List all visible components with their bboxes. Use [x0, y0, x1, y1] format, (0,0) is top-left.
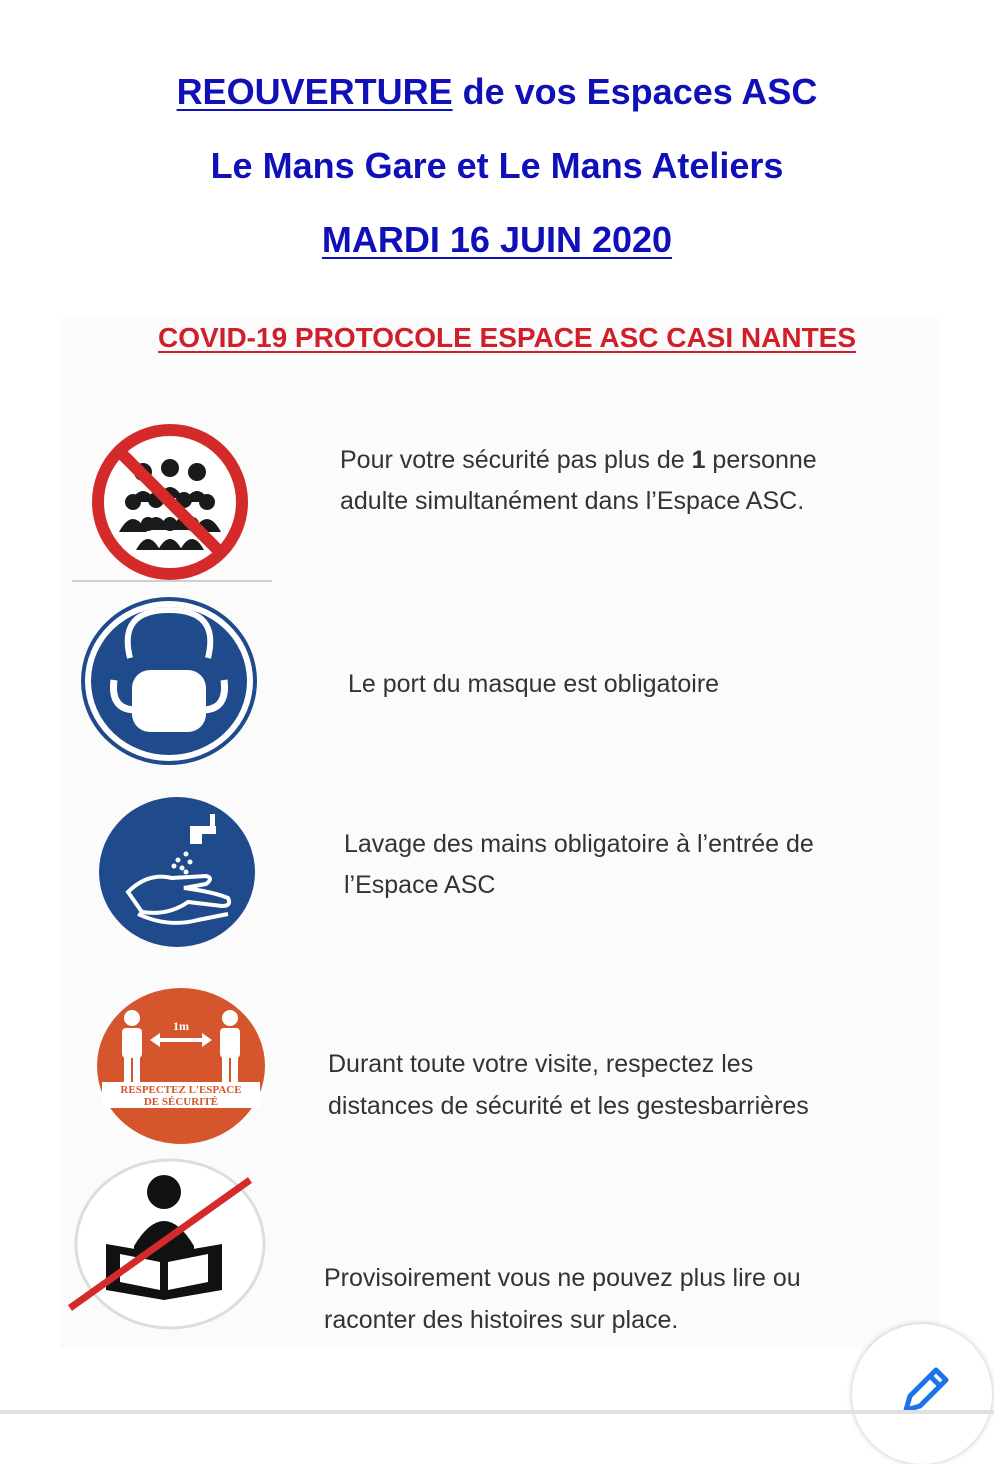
badge-line-1: RESPECTEZ L'ESPACE: [120, 1084, 242, 1096]
rule-5-line-2: raconter des histoires sur place.: [324, 1306, 679, 1334]
rule-3-line-1: Lavage des mains obligatoire à l’entrée de: [344, 830, 814, 858]
rule-5-line-1: Provisoirement vous ne pouvez plus lire ou: [324, 1264, 801, 1292]
rule-1-number: 1: [691, 446, 706, 474]
hand-washing-icon: [98, 796, 256, 953]
scan-divider: [72, 580, 272, 582]
header-line-1-rest: de vos Espaces ASC: [452, 71, 818, 112]
rule-1-text-post: personne: [705, 446, 817, 474]
badge-distance-label: 1m: [173, 1019, 189, 1033]
social-distance-icon: [94, 986, 268, 1151]
header-line-3: [0, 208, 994, 282]
header-date: MARDI 16 JUIN 2020: [321, 219, 673, 260]
face-mask-icon: [78, 596, 260, 771]
no-group-icon: [88, 420, 252, 589]
rule-4-line-2: distances de sécurité et les gestesbarrières: [328, 1092, 809, 1120]
badge-line-2: DE SÉCURITÉ: [143, 1096, 219, 1108]
rule-1-text-pre: Pour votre sécurité pas plus de: [340, 446, 692, 474]
no-reading-icon: [64, 1156, 274, 1339]
bottom-bar: [0, 1410, 994, 1414]
header-line-1: [0, 60, 994, 134]
rule-1-line-1: [340, 440, 817, 481]
rule-3-line-2: l’Espace ASC: [344, 871, 496, 899]
protocol-title: COVID-19 PROTOCOLE ESPACE ASC CASI NANTES: [158, 322, 857, 353]
edit-button[interactable]: [852, 1324, 992, 1464]
rule-2-line-1: Le port du masque est obligatoire: [348, 670, 720, 698]
header-highlight: REOUVERTURE: [176, 71, 453, 112]
rule-1-line-2: adulte simultanément dans l’Espace ASC.: [340, 487, 805, 515]
page-header: [0, 60, 994, 282]
header-line-2: Le Mans Gare et Le Mans Ateliers: [210, 145, 784, 186]
rule-4-line-1: Durant toute votre visite, respectez les: [328, 1050, 754, 1078]
